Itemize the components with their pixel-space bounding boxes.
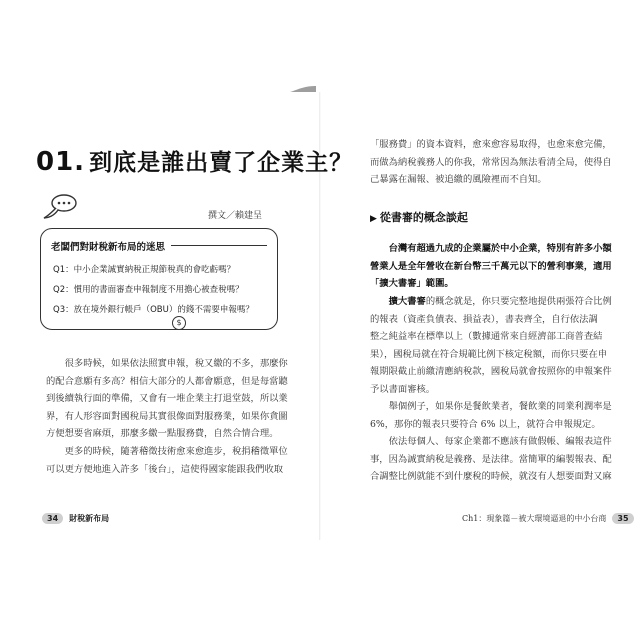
text-line: 的配合意願有多高？相信大部分的人都會願意，但是每當聽 [46,375,288,387]
question-2: Q2：慣用的書面審查申報制度不用擔心被查稅嗎？ [53,285,244,295]
text-line: 到後續執行面的準備，又會有一堆企業主打退堂鼓，所以業 [46,393,288,405]
author-credit: 撰文／賴建呈 [208,211,263,221]
dollar-coin-icon: $ [172,316,186,330]
section-heading-text: 從書審的概念談起 [379,211,468,224]
question-3: Q3：放在境外銀行帳戶（OBU）的錢不需要申報嗎？ [53,305,254,315]
text-line: 合調整比例就能不到什麼稅的時候，就沒有人想要面對又麻 [370,471,612,483]
text-line: 己暴露在漏報、被追繳的風險裡而不自知。 [370,174,547,186]
right-footer [462,513,634,527]
left-footer [42,513,109,527]
text-line: 「擴大書審」範圍。 [370,278,454,290]
triangle-marker-icon: ▶ [370,214,377,224]
chapter-running-head: Ch1：現象篇－被大環境逼退的中小台商 [462,514,607,523]
text-line: 可以更方便地進入許多「後台」，這使得國家能跟我們收取 [46,463,284,475]
myths-box [40,228,278,330]
text-line: 的報表（資產負債表、損益表），書表齊全，自行依法調 [370,313,598,325]
right-intro-text [370,136,612,189]
heading-rule [171,245,267,246]
book-title: 財稅新布局 [69,514,110,523]
page-number: 34 [42,513,63,524]
text-line: 依法每個人、每家企業都不應該有做假帳、編報表這件 [370,436,612,447]
text-line: 很多時候，如果依法照實申報，稅又繳的不多，那麼你 [46,358,288,369]
text-line: 方便想要省麻煩，那麼多繳一點服務費，自然合情合理。 [46,428,279,440]
text-line: 事，因為誠實納稅是義務、是法律。當簡單的編製報表、配 [370,453,612,465]
chapter-title [36,144,353,177]
left-body-text [46,355,288,478]
text-line: 舉個例子，如果你是餐飲業者，餐飲業的同業利潤率是 [370,401,612,412]
page-number: 35 [612,513,633,524]
text-line: 更多的時候，隨著稽徵技術愈來愈進步，稅捐稽徵單位 [46,445,288,457]
text-line: 「服務費」的資本資料，愈來愈容易取得，也愈來愈完備， [370,139,612,150]
chapter-number: 01. [36,147,86,177]
text-line: 營業人是全年營收在新台幣三千萬元以下的營利事業，適用 [370,260,612,272]
paragraph-2 [370,293,610,399]
text-line: 而做為納稅義務人的你我，常常因為無法看清全局，使得自 [370,156,612,168]
chapter-title-text: 到底是誰出賣了企業主？ [89,150,354,176]
text-line: 報期限截止前繳清應納稅款，國稅局就會按照你的申報案件 [370,366,612,378]
bold-paragraph [370,240,610,293]
text-line: 整之純益率在標準以上（數據通常來自經濟部工商普查結 [370,331,603,343]
paragraph-4 [370,433,610,486]
section-heading [370,209,468,225]
text-line: 予以書面審核。 [370,383,436,395]
speech-bubble-icon [40,192,80,222]
paragraph-3 [370,398,610,433]
text-line: 6%，那你的報表只要符合 6% 以上，就符合申報規定。 [370,418,601,430]
myths-box-heading: 老闆們對財稅新布局的迷思 [51,242,166,253]
text-line: 台灣有超過九成的企業屬於中小企業，特別有許多小額 [370,243,612,254]
text-line: 擴大書審的概念就是，你只要完整地提供兩張符合比例 [388,296,612,307]
text-line: 果），國稅局就在符合規範比例下核定稅額，而你只要在申 [370,348,608,360]
bold-term: 擴大書審 [388,296,426,307]
question-1: Q1：中小企業誠實納稅正規節稅真的會吃虧嗎？ [53,265,236,275]
text-line: 界，有人形容面對國稅局其實很像面對服務業，如果你貪圖 [46,410,288,422]
